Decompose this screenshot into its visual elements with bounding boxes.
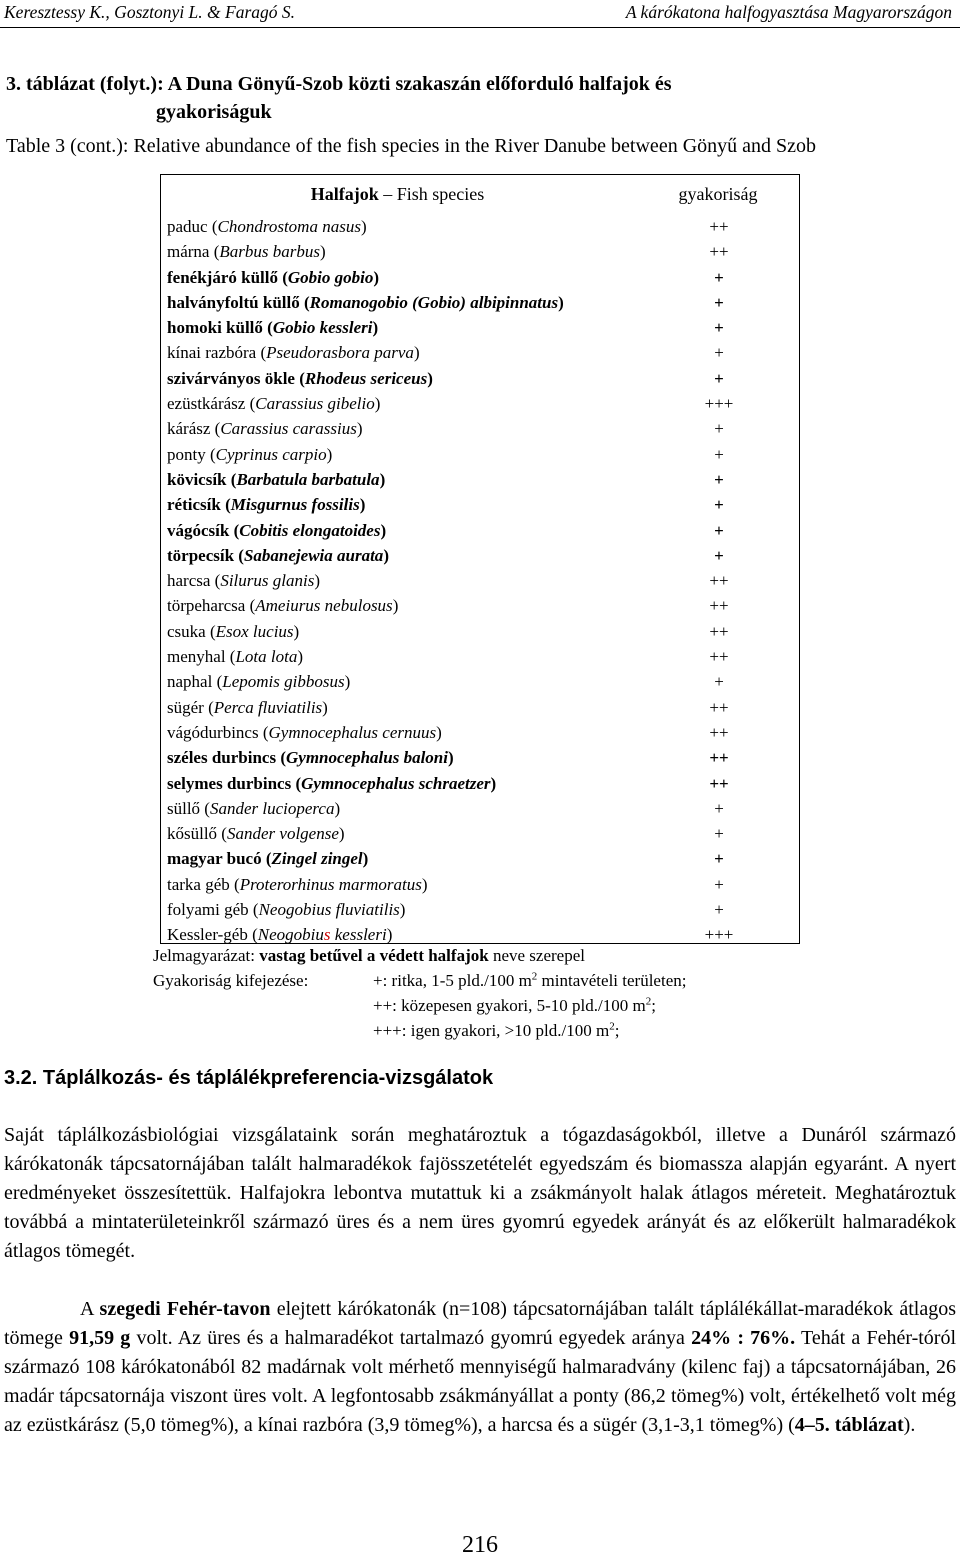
column-header-species-en: Fish species [396,184,485,204]
species-frequency: + [714,874,724,894]
table-body [161,215,799,949]
paragraph-1: Saját táplálkozásbiológiai vizsgálataink során meghatároztuk a tógazdaságokból, illetve a Dunáról származó kárókatonák tápcsatornájában talált halmaradékok fajösszetételét egyedszám és biomassza alapján egyaránt. A nyert eredményeket összesítettük. Halfajokra lebontva mutattuk ki a zsákmányolt halak átlagos méreteit. Meghatároztuk továbbá a mintaterületeinkről származó üres és a nem üres gyomrú egyedek arányát és az előkerült halmaradékok átlagos tömegét. [4,1124,956,1262]
species-name [167,596,398,616]
species-frequency: + [714,343,724,363]
species-common-name: süllő ( [167,798,210,818]
paragraph-2-part-a: A [80,1298,100,1320]
species-scientific-name: Lepomis gibbosus [222,672,345,692]
paragraph-2 [4,1295,956,1440]
page-number: 216 [462,1532,498,1558]
frequency-key-plus3-end: ; [614,1021,620,1040]
species-frequency: + [714,267,724,287]
species-name-close: ) [344,672,351,692]
column-header-species-sep: – [378,184,397,204]
table-row [161,620,799,645]
legend-line-1 [153,946,585,966]
species-name [167,748,454,768]
table-row [161,645,799,670]
table-row [161,594,799,619]
frequency-key-plus1-text: +: ritka, 1-5 pld./100 m [373,971,532,990]
legend-label: Jelmagyarázat: [153,946,260,965]
frequency-key-plus2-text: ++: közepesen gyakori, 5-10 pld./100 m [373,996,646,1015]
frequency-key-plus1 [373,971,686,991]
paragraph-2-table-ref: 4–5. táblázat [794,1414,904,1436]
table-row [161,772,799,797]
frequency-key-label: Gyakoriság kifejezése: [153,971,309,990]
species-common-name: ezüstkárász ( [167,394,256,414]
species-name-close: ) [314,571,320,591]
species-name-close: ) [379,469,386,489]
fish-species-table [160,174,800,944]
species-scientific-name: Carassius gibelio [255,394,375,414]
species-frequency: ++ [709,647,729,667]
table-row [161,822,799,847]
species-frequency: + [714,444,724,464]
table-row [161,215,799,240]
frequency-key-plus1-end: mintavételi területen; [537,971,687,990]
species-scientific-name: Gymnocephalus cernuus [268,722,437,742]
species-scientific-name: Barbus barbus [219,242,320,262]
species-scientific-name: Neogobius fluviatilis [258,900,400,920]
table-title [6,70,856,126]
species-common-name: vágócsík ( [167,520,240,540]
species-name-close: ) [558,292,564,312]
species-common-name: sügér ( [167,697,214,717]
species-common-name: naphal ( [167,672,223,692]
paragraph-2-ratio: 24% : 76%. [691,1327,796,1349]
species-name [167,369,433,389]
species-name [167,875,428,895]
table-row [161,898,799,923]
frequency-key-plus1-sup: 2 [531,970,538,983]
species-name-close: ) [372,318,379,338]
species-frequency: +++ [704,925,734,945]
species-scientific-name: Cyprinus carpio [215,444,327,464]
frequency-key-plus3 [373,1021,619,1041]
legend-bold-text: vastag betűvel a védett halfajok [259,946,489,965]
species-frequency: + [714,292,724,312]
species-frequency: ++ [709,596,729,616]
table-subtitle: Table 3 (cont.): Relative abundance of the fish species in the River Danube between Gönyű and Szob [6,135,817,157]
species-common-name: törpecsík ( [167,545,244,565]
species-scientific-name: Neogobiu [257,925,324,945]
species-name [167,293,564,313]
species-scientific-name: Lota lota [235,647,298,667]
species-common-name: vágódurbincs ( [167,722,269,742]
species-name [167,419,363,439]
running-header-authors: Keresztessy K., Gosztonyi L. & Faragó S. [4,2,296,22]
paragraph-2-location: szegedi Fehér-tavon [99,1298,271,1320]
species-frequency: ++ [709,697,729,717]
species-frequency: + [714,798,724,818]
paragraph-2-mass: 91,59 g [69,1327,131,1349]
species-common-name: réticsík ( [167,495,231,515]
table-row [161,544,799,569]
species-scientific-name: Gobio kessleri [272,318,373,338]
species-name [167,242,326,262]
species-name [167,470,385,490]
running-header-title: A kárókatona halfogyasztása Magyarországon [625,2,952,22]
species-common-name: homoki küllő ( [167,318,273,338]
species-name [167,698,328,718]
species-scientific-name: Carassius carassius [220,419,357,439]
paragraph-2-part-e: volt. Az üres és a halmaradékot tartalmazó gyomrú egyedek aránya [130,1327,692,1349]
species-common-name: ponty ( [167,444,216,464]
species-scientific-name: Proterorhinus marmoratus [239,874,422,894]
species-scientific-name: Perca fluviatilis [213,697,323,717]
paragraph-2-part-c: elejtett kárókatonák (n=108) tápcsatornájában talált táplálékállat-maradékok átlagos tömege [4,1298,957,1349]
table-row [161,569,799,594]
species-name-close: ) [392,596,399,616]
species-frequency: ++ [709,217,729,236]
species-frequency: ++ [709,621,729,641]
table-row [161,443,799,468]
species-scientific-name: Misgurnus fossilis [230,495,360,515]
species-name-close: ) [399,900,406,920]
species-name [167,521,386,541]
species-scientific-name: Zingel zingel [271,849,363,869]
species-scientific-name: Barbatula barbatula [236,469,380,489]
species-frequency: + [714,318,724,338]
column-header-frequency: gyakoriság [678,184,758,204]
species-name [167,343,420,363]
species-name [167,268,379,288]
frequency-key-plus3-sup: 2 [609,1020,615,1033]
species-common-name: szivárványos ökle ( [167,368,305,388]
species-scientific-name-rest: kessleri [330,925,387,945]
species-frequency: ++ [709,242,729,262]
species-frequency: + [714,672,724,692]
species-name-close: ) [362,849,369,869]
species-name [167,546,389,566]
species-common-name: csuka ( [167,621,216,641]
table-row [161,670,799,695]
table-row [161,266,799,291]
species-frequency: + [714,368,724,388]
species-scientific-name: Cobitis elongatoides [239,520,381,540]
table-row [161,367,799,392]
species-name-close: ) [373,267,380,287]
species-name-close: ) [322,697,328,717]
table-row [161,847,799,872]
species-scientific-name: Silurus glanis [220,571,315,591]
species-frequency: ++ [709,722,729,742]
species-frequency: + [714,900,724,920]
species-name [167,495,365,515]
frequency-key-plus3-text: +++: igen gyakori, >10 pld./100 m [373,1021,610,1040]
table-row [161,746,799,771]
species-frequency: + [714,419,724,439]
species-common-name: folyami géb ( [167,900,259,920]
species-name-close: ) [383,545,389,565]
species-common-name: menyhal ( [167,647,236,667]
species-name [167,445,332,465]
species-frequency: + [714,520,724,540]
species-frequency: + [714,824,724,844]
species-scientific-name-highlight: s [323,925,331,945]
table-row [161,240,799,265]
species-name [167,571,320,591]
species-scientific-name: Chondrostoma nasus [217,217,361,236]
table-row [161,392,799,417]
species-name [167,647,303,667]
species-common-name: kínai razbóra ( [167,343,267,363]
species-frequency: ++ [709,748,729,768]
species-name-close: ) [359,495,366,515]
species-frequency: + [714,545,724,565]
species-scientific-name: Sander lucioperca [209,798,335,818]
paragraph-2-part-i: ). [903,1414,916,1436]
table-title-line2: gyakoriságuk [156,101,272,123]
species-scientific-name: Romanogobio (Gobio) albipinnatus [309,292,559,312]
table-row [161,696,799,721]
species-name [167,774,496,794]
species-frequency: ++ [709,773,729,793]
table-row [161,468,799,493]
species-common-name: halványfoltú küllő ( [167,292,310,312]
header-divider [0,27,960,28]
species-scientific-name: Esox lucius [215,621,294,641]
species-scientific-name: Ameiurus nebulosus [255,596,393,616]
species-frequency: + [714,469,724,489]
table-row [161,873,799,898]
species-name [167,900,405,920]
species-common-name: magyar bucó ( [167,849,272,869]
species-common-name: kövicsík ( [167,469,237,489]
frequency-key-plus2-sup: 2 [645,995,652,1008]
column-header-species-hu: Halfajok [310,184,379,204]
species-common-name: kárász ( [167,419,221,439]
table-row [161,721,799,746]
species-name [167,394,380,414]
species-scientific-name: Sabanejewia aurata [243,545,384,565]
species-name-close: ) [380,520,387,540]
species-name-close: ) [360,217,367,236]
table-row [161,923,799,948]
table-row [161,797,799,822]
species-scientific-name: Sander volgense [226,824,339,844]
legend-line-2 [153,971,853,995]
species-name-close: ) [427,368,433,388]
table-row [161,493,799,518]
column-header-species [161,184,634,205]
section-heading: 3.2. Táplálkozás- és táplálékpreferencia-vizsgálatok [4,1067,494,1089]
species-scientific-name: Gymnocephalus baloni [286,748,448,768]
table-title-line1: 3. táblázat (folyt.): A Duna Gönyű-Szob közti szakaszán előforduló halfajok és [6,73,672,95]
species-name-close: ) [436,722,442,742]
species-frequency: + [714,495,724,515]
species-common-name: széles durbincs ( [167,748,286,768]
species-name [167,622,299,642]
species-common-name: harcsa ( [167,571,221,591]
species-common-name: paduc ( [167,217,218,236]
species-name [167,723,442,743]
species-name [167,318,378,338]
species-name-close: ) [326,444,333,464]
species-frequency: +++ [704,394,734,414]
species-name [167,925,392,945]
species-common-name: kősüllő ( [167,824,227,844]
species-common-name: márna ( [167,242,220,262]
legend-line-4 [153,1021,853,1045]
species-name-close: ) [386,925,393,945]
species-scientific-name: Gymnocephalus schraetzer [301,773,491,793]
species-name [167,217,367,237]
species-frequency: + [714,849,724,869]
species-frequency: ++ [709,571,729,591]
species-name-close: ) [448,748,454,768]
species-name [167,799,340,819]
legend-line-3 [153,996,853,1020]
species-scientific-name: Pseudorasbora parva [266,343,414,363]
species-name-close: ) [297,647,303,667]
species-name-close: ) [334,798,341,818]
species-name-close: ) [490,773,497,793]
table-row [161,291,799,316]
species-common-name: törpeharcsa ( [167,596,256,616]
species-common-name: fenékjáró küllő ( [167,267,288,287]
species-name-close: ) [320,242,326,262]
species-name-close: ) [413,343,420,363]
species-name-close: ) [338,824,345,844]
table-row [161,341,799,366]
species-name [167,672,350,692]
species-scientific-name: Rhodeus sericeus [304,368,428,388]
frequency-key-plus2-end: ; [651,996,656,1015]
table-row [161,316,799,341]
species-common-name: tarka géb ( [167,874,240,894]
species-name-close: ) [356,419,363,439]
table-row [161,519,799,544]
frequency-key-plus2 [373,996,656,1016]
species-name [167,849,368,869]
species-common-name: Kessler-géb ( [167,925,258,945]
legend-rest-text: neve szerepel [488,946,585,965]
table-header-row [161,175,799,215]
species-scientific-name: Gobio gobio [287,267,374,287]
species-name-close: ) [293,621,300,641]
table-row [161,417,799,442]
species-name-close: ) [421,874,428,894]
species-name-close: ) [374,394,381,414]
paragraph-2-part-g: Tehát a Fehér-tóról származó 108 kárókatonából 82 madárnak volt mérhető mennyiségű halmaradvány (kilenc faj) a tápcsatornájában, 26 madár tápcsatornája viszont üres volt. A legfontosabb zsákmányállat a ponty (86,2 tömeg%) volt, értékelhető volt még az ezüstkárász (5,0 tömeg%), a kínai razbóra (3,9 tömeg%), a harcsa és a sügér (3,1-3,1 tömeg%) ( [4,1327,957,1436]
species-common-name: selymes durbincs ( [167,773,302,793]
species-name [167,824,345,844]
